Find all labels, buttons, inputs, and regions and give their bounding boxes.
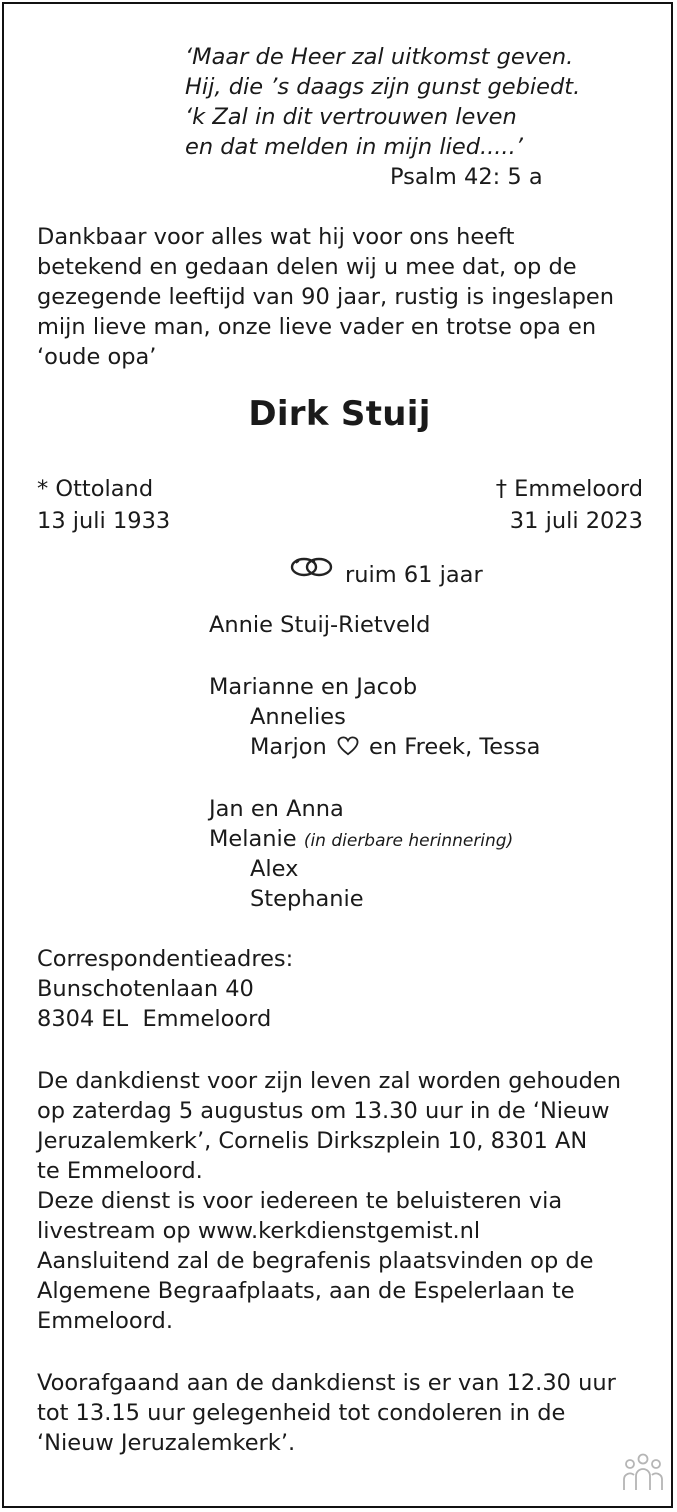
address-line: Correspondentieadres:: [37, 946, 294, 972]
obituary-card: [2, 2, 673, 1508]
condolence-line: ‘Nieuw Jeruzalemkerk’.: [37, 1430, 296, 1456]
address-line: 8304 EL Emmeloord: [37, 1006, 272, 1032]
intro-line: ‘oude opa’: [37, 344, 157, 370]
grandchild-name: Marjon: [250, 734, 327, 760]
people-group-icon: [620, 1452, 666, 1492]
intro-line: mijn lieve man, onze lieve vader en trotse opa en: [37, 314, 597, 340]
death-place: † Emmeloord: [495, 476, 643, 502]
spouse-name: Annie Stuij-Rietveld: [209, 612, 431, 638]
service-line: De dankdienst voor zijn leven zal worden gehouden: [37, 1068, 622, 1094]
quote-line: Hij, die ’s daags zijn gunst gebiedt.: [185, 74, 581, 100]
service-line: livestream op www.kerkdienstgemist.nl: [37, 1218, 481, 1244]
service-line: Algemene Begraafplaats, aan de Espelerlaan te: [37, 1278, 575, 1304]
quote-line: ‘k Zal in dit vertrouwen leven: [185, 104, 517, 130]
intro-line: gezegende leeftijd van 90 jaar, rustig is ingeslapen: [37, 284, 614, 310]
grandchild-partner: en Freek, Tessa: [369, 734, 541, 760]
intro-line: Dankbaar voor alles wat hij voor ons heeft: [37, 224, 515, 250]
service-line: Emmeloord.: [37, 1308, 173, 1334]
memorial-entry: [209, 824, 513, 856]
marriage-duration: ruim 61 jaar: [345, 562, 483, 588]
grandchild-name: Stephanie: [250, 886, 364, 912]
service-line: Aansluitend zal de begrafenis plaatsvinden op de: [37, 1248, 594, 1274]
family-parents: Jan en Anna: [209, 796, 344, 822]
quote-source: Psalm 42: 5 a: [390, 164, 543, 190]
address-line: Bunschotenlaan 40: [37, 976, 254, 1002]
quote-line: ‘Maar de Heer zal uitkomst geven.: [185, 44, 574, 70]
service-line: Jeruzalemkerk’, Cornelis Dirkszplein 10, 8301 AN: [37, 1128, 588, 1154]
grandchild-name: Alex: [250, 856, 299, 882]
deceased-name: Dirk Stuij: [248, 394, 431, 434]
birth-date: 13 juli 1933: [37, 508, 171, 534]
birth-place: * Ottoland: [37, 476, 154, 502]
wedding-rings-icon: [288, 554, 336, 580]
condolence-line: tot 13.15 uur gelegenheid tot condoleren in de: [37, 1400, 566, 1426]
death-date: 31 juli 2023: [509, 508, 643, 534]
quote-line: en dat melden in mijn lied.....’: [185, 134, 523, 160]
intro-line: betekend en gedaan delen wij u mee dat, op de: [37, 254, 577, 280]
service-line: te Emmeloord.: [37, 1158, 203, 1184]
heart-icon: [337, 736, 359, 756]
memorial-note: (in dierbare herinnering): [303, 831, 514, 851]
grandchild-name: Annelies: [250, 704, 346, 730]
family-parents: Marianne en Jacob: [209, 674, 418, 700]
grandchild-entry: [250, 732, 540, 762]
service-line: Deze dienst is voor iedereen te beluisteren via: [37, 1188, 563, 1214]
condolence-line: Voorafgaand aan de dankdienst is er van 12.30 uur: [37, 1370, 616, 1396]
memorial-name: Melanie: [209, 826, 297, 852]
service-line: op zaterdag 5 augustus om 13.30 uur in de ‘Nieuw: [37, 1098, 610, 1124]
